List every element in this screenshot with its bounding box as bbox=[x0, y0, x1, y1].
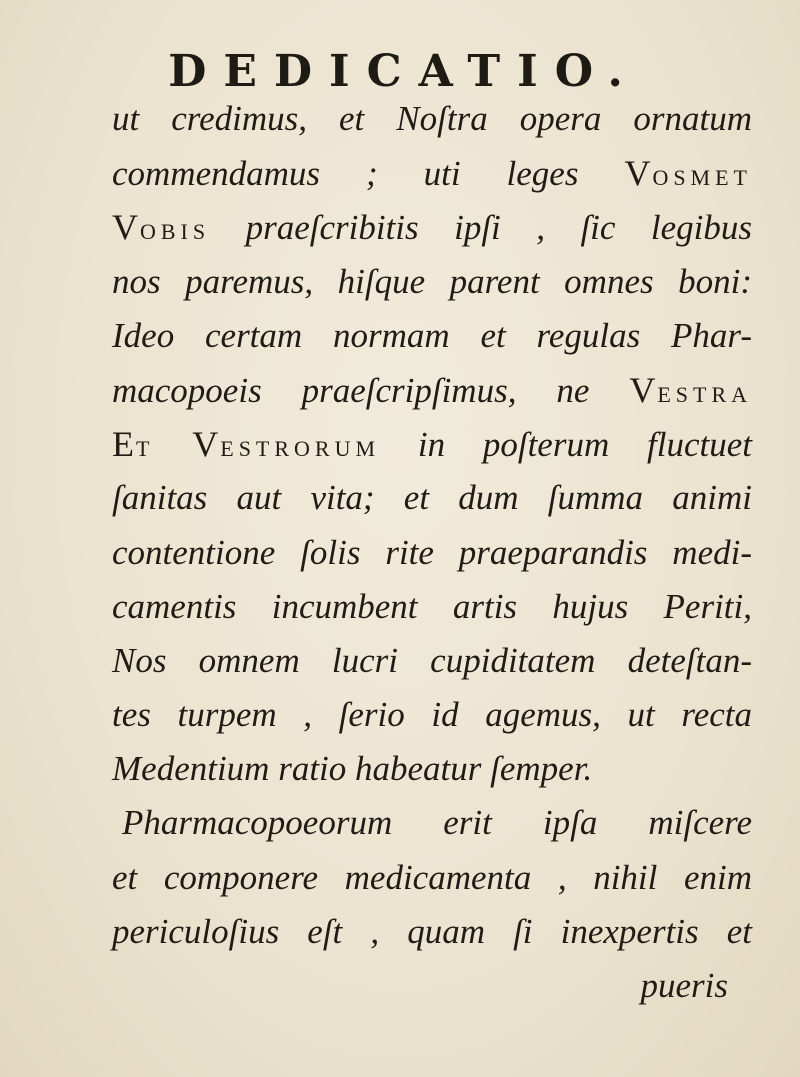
text-line-7-italic: in poſterum fluctuet bbox=[417, 425, 752, 465]
catchword: pueris bbox=[640, 966, 728, 1005]
text-line-10: camentis incumbent artis hujus Periti, bbox=[112, 586, 752, 626]
text-line-15: et componere medicamenta , nihil enim bbox=[112, 857, 752, 897]
text-line-13: Medentium ratio habeatur ſemper. bbox=[112, 749, 593, 789]
text-line-6-smallcaps: VESTRA bbox=[629, 369, 753, 410]
text-line-7-smallcaps: VESTRORUM bbox=[192, 424, 381, 465]
text-line-3-smallcaps: VOBIS bbox=[112, 207, 211, 248]
text-line-14: Pharmacopoeorum erit ipſa miſcere bbox=[122, 803, 752, 843]
text-line-3 bbox=[112, 200, 752, 254]
text-line-1: ut credimus, et Noſtra opera ornatum bbox=[112, 99, 752, 138]
text-line-16: periculoſius eſt , quam ſi inexpertis et bbox=[112, 911, 752, 951]
text-line-7 bbox=[112, 417, 752, 471]
dedication-text bbox=[112, 92, 752, 1013]
text-line-8: ſanitas aut vita; et dum ſumma animi bbox=[112, 478, 752, 518]
text-line-12: tes turpem , ſerio id agemus, ut recta bbox=[112, 695, 752, 735]
page-heading: DEDICATIO. bbox=[168, 46, 640, 97]
text-line-9: contentione ſolis rite praeparandis medi- bbox=[112, 532, 752, 572]
text-line-2 bbox=[112, 146, 752, 200]
text-line-7-et: ET bbox=[112, 424, 155, 465]
text-line-3-italic: praeſcribitis ipſi , ſic legibus bbox=[245, 208, 753, 248]
text-line-2-italic: commendamus ; uti leges bbox=[112, 154, 579, 194]
text-line-4: nos paremus, hiſque parent omnes boni: bbox=[112, 261, 752, 301]
text-line-11: Nos omnem lucri cupiditatem deteſtan- bbox=[112, 640, 752, 680]
text-line-5: Ideo certam normam et regulas Phar- bbox=[112, 315, 752, 355]
text-line-6-italic: macopoeis praeſcripſimus, ne bbox=[112, 370, 590, 410]
text-line-2-smallcaps: VOSMET bbox=[624, 153, 752, 194]
text-line-6 bbox=[112, 363, 752, 417]
